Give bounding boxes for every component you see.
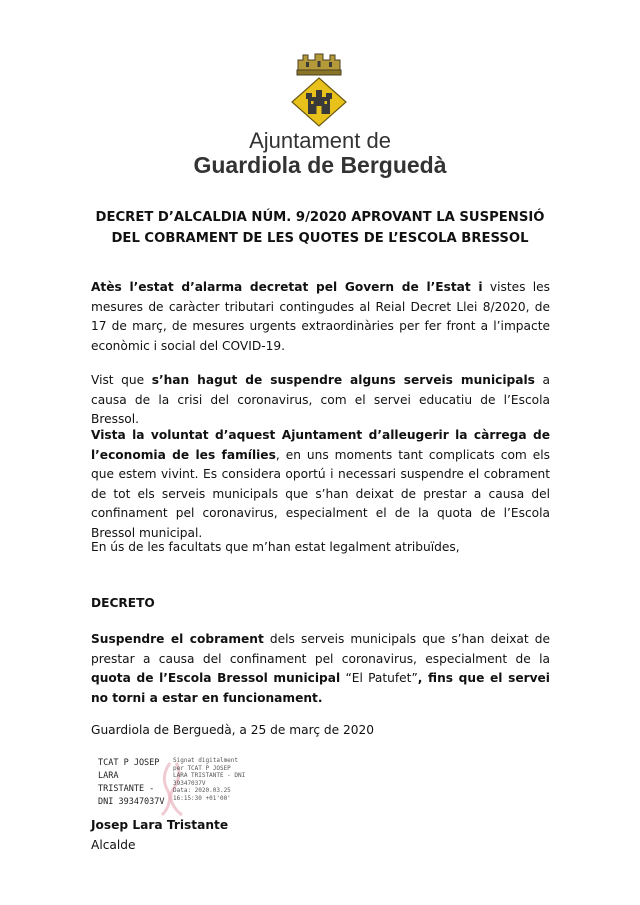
org-name-line2: Guardiola de Berguedà: [193, 152, 447, 178]
signature-right-line: Data: 2020.03.25: [173, 787, 231, 794]
digital-signature-stamp: [98, 757, 258, 817]
signature-right-line: LARA TRISTANTE - DNI: [173, 772, 246, 779]
municipal-coat-of-arms-icon: [284, 50, 354, 128]
signer-name: Josep Lara Tristante: [91, 818, 229, 832]
paragraph-6-mid: dels serveis municipals que s’han deixat de prestar a causa del confinament pel coronavirus, especialment de la: [91, 632, 551, 666]
paragraph-2-text: a causa de la crisi del coronavirus, com el servei educatiu de l’Escola Bressol.: [91, 373, 550, 426]
paragraph-2-bold: s’han hagut de suspendre alguns serveis municipals: [151, 373, 535, 387]
paragraph-1-text: vistes les mesures de caràcter tributari contingudes al Reial Decret Llei 8/2020, de 17 de març, de mesures urgents extraordinàries per fer front a l’impacte econòmic i social del COVID-19.: [91, 280, 551, 353]
paragraph-2-start: Vist que: [91, 373, 152, 387]
signature-left-line: TCAT P JOSEP: [98, 758, 160, 768]
signer-role: Alcalde: [91, 838, 136, 852]
signature-left-line: TRISTANTE -: [98, 784, 155, 794]
paragraph-1-bold: Atès l’estat d’alarma decretat pel Govern de l’Estat i: [91, 280, 483, 294]
paragraph-suspended-services: [91, 371, 550, 430]
signature-left-line: LARA: [98, 771, 119, 781]
signature-right-line: per TCAT P JOSEP: [173, 764, 231, 772]
decree-title-line1: DECRET D’ALCALDIA NÚM. 9/2020 APROVANT LA SUSPENSIÓ: [95, 210, 545, 225]
paragraph-council-will: [91, 426, 550, 543]
paragraph-3-text: , en uns moments tant complicats com els que estem vivint. Es considera oportú i necessari suspendre el cobrament de tot els serveis municipals que s’han deixat de prestar a causa del confinament pel coronavirus, especialment el de la quota de l’Escola Bressol municipal.: [91, 447, 550, 540]
paragraph-powers: En ús de les facultats que m’han estat legalment atribuïdes,: [91, 540, 460, 554]
decree-title-line2: DEL COBRAMENT DE LES QUOTES DE L’ESCOLA BRESSOL: [111, 231, 529, 246]
paragraph-6-bold3: , fins que el servei no torni a estar en funcionament.: [91, 671, 550, 705]
paragraph-3-bold: Vista la voluntat d’aquest Ajuntament d’alleugerir la càrrega de l’economia de les famílies: [91, 428, 550, 462]
signature-right-line: 39347037V: [173, 779, 206, 787]
paragraph-6-quote: “El Patufet”: [340, 671, 418, 685]
decree-title: [70, 207, 570, 249]
org-name-line1: Ajuntament de: [249, 128, 391, 153]
paragraph-6-bold1: Suspendre el cobrament: [91, 632, 264, 646]
decreto-heading: DECRETO: [91, 596, 155, 610]
paragraph-whereas-alarm: [91, 278, 550, 356]
signature-details-block: [173, 757, 258, 802]
signature-right-line: Signat digitalment: [173, 757, 239, 764]
place-and-date: Guardiola de Berguedà, a 25 de març de 2020: [91, 723, 375, 737]
paragraph-6-bold2: quota de l’Escola Bressol municipal: [91, 671, 341, 685]
signature-left-line: DNI 39347037V: [98, 797, 165, 807]
paragraph-resolution: [91, 630, 550, 708]
signature-right-line: 16:15:30 +01'00': [173, 794, 231, 802]
signature-signer-block: [98, 757, 173, 809]
